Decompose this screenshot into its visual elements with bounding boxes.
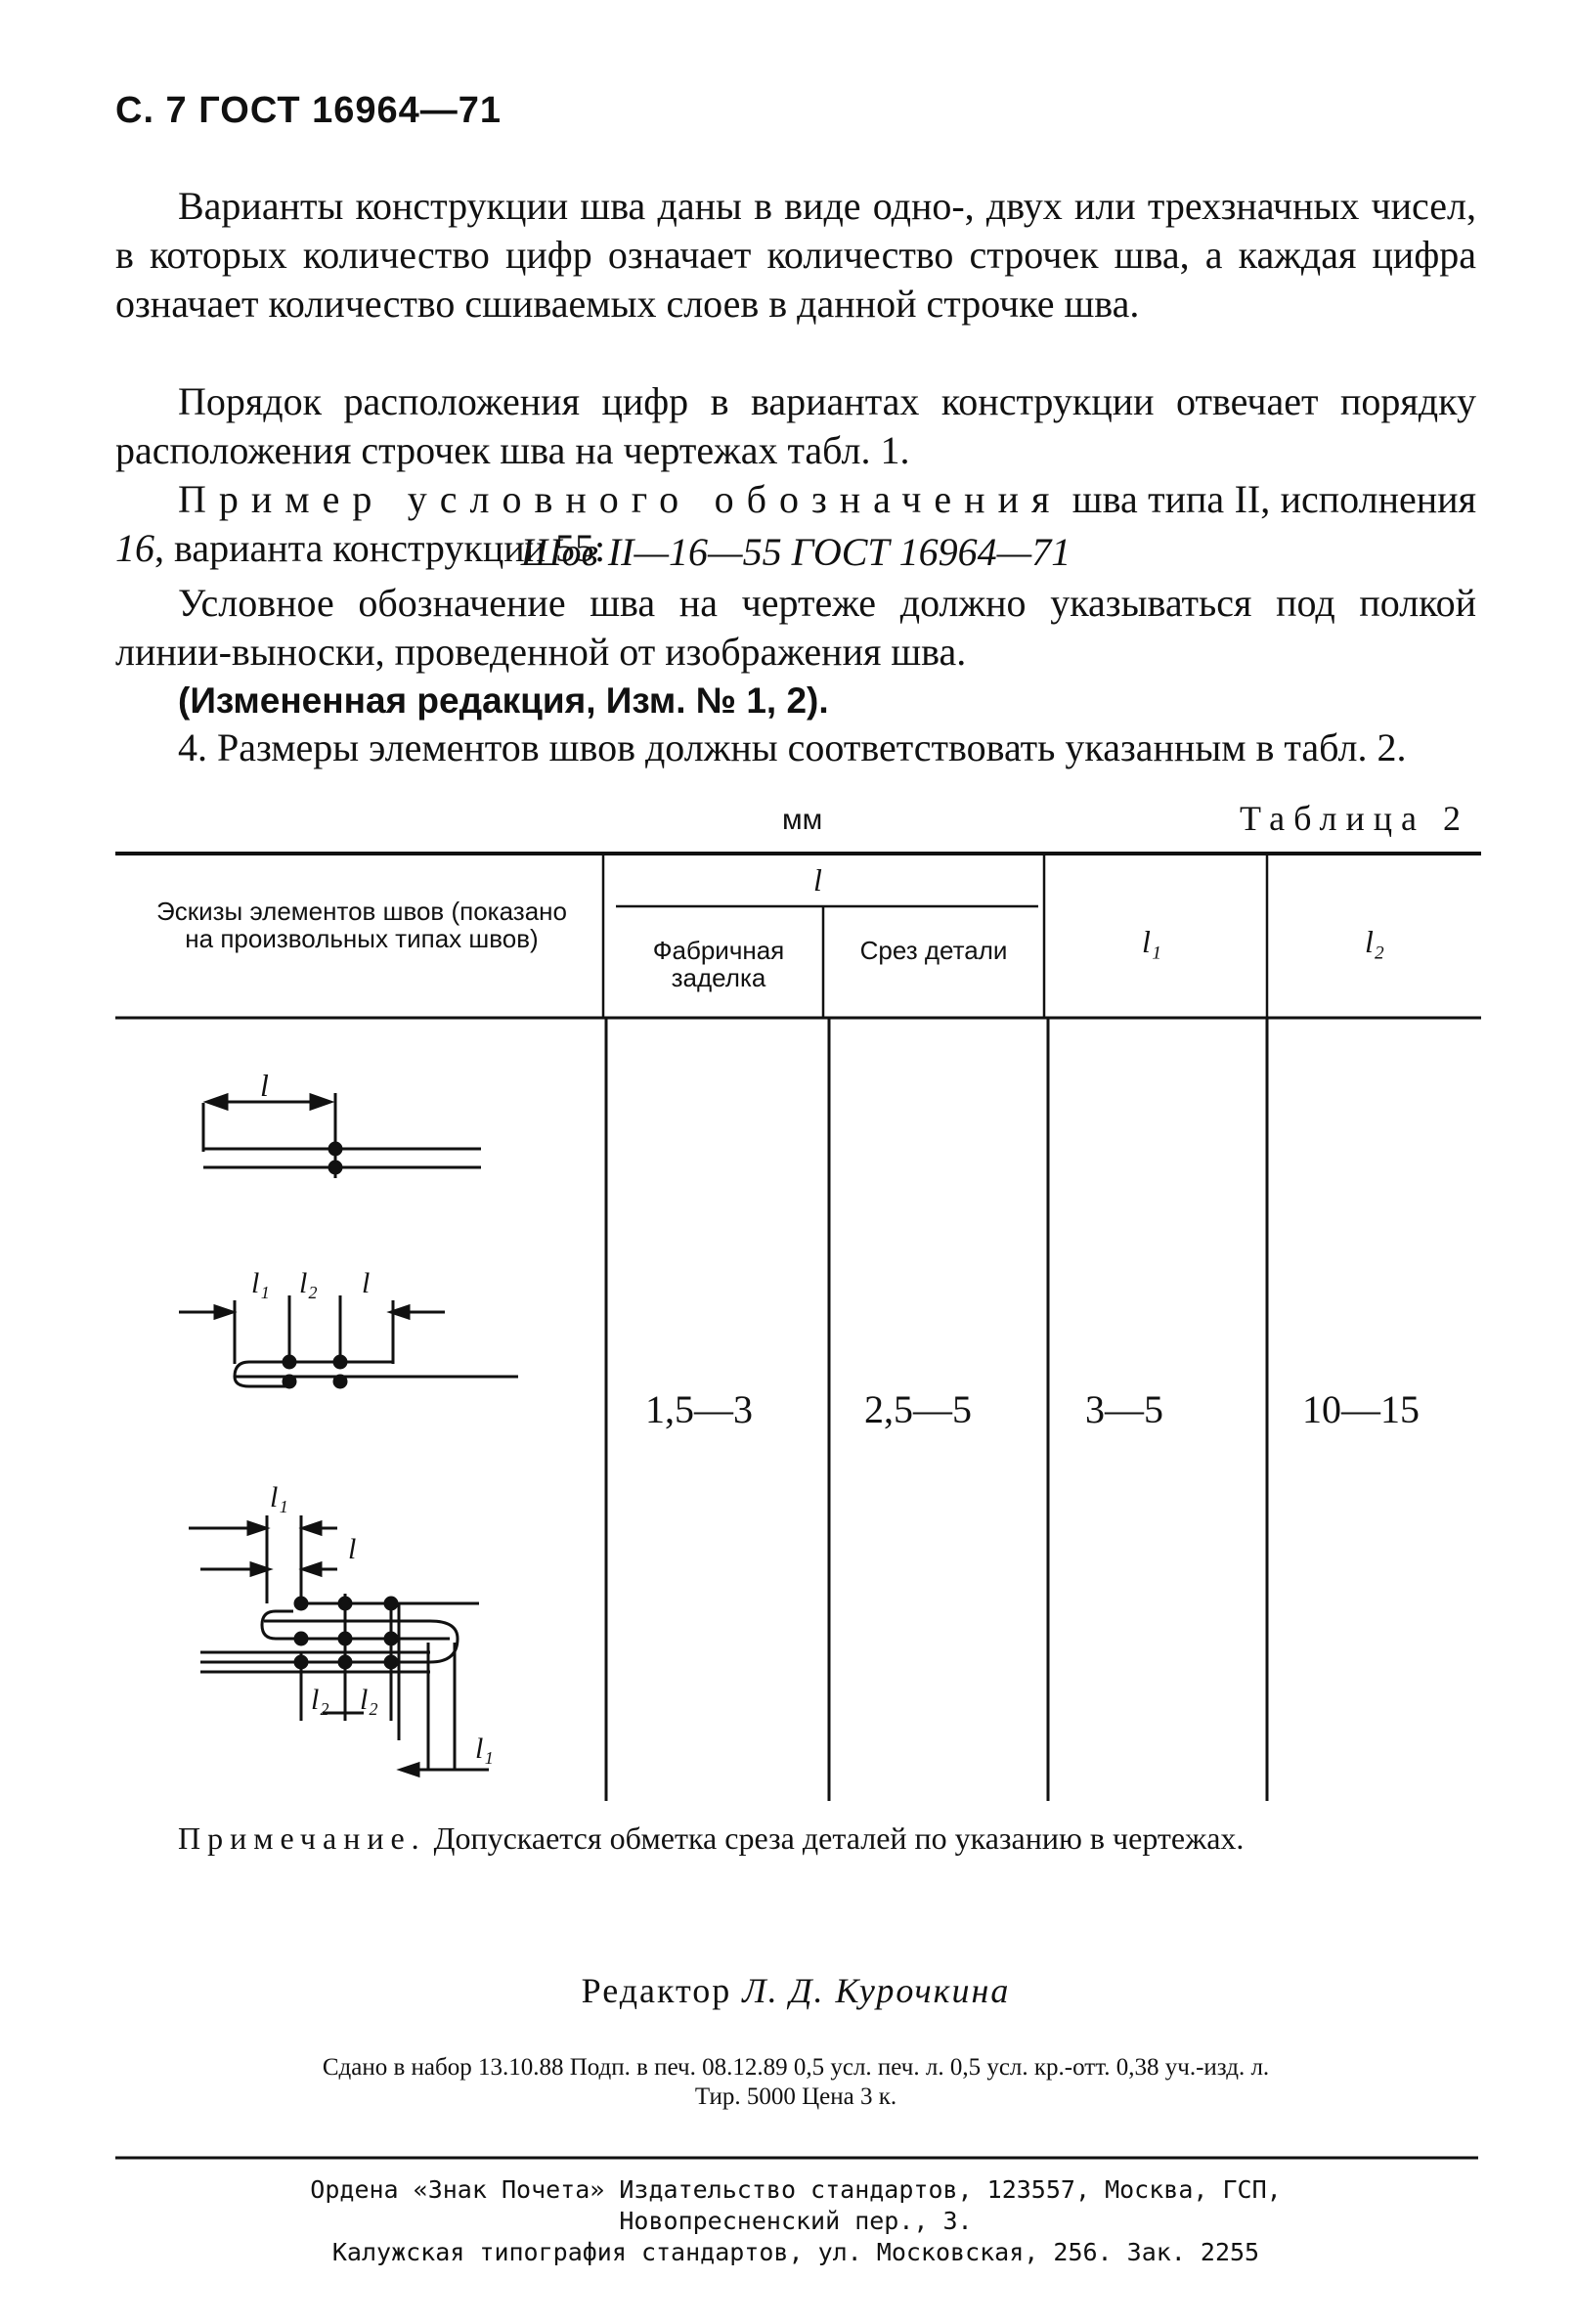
imprint-line-1: Сдано в набор 13.10.88 Подп. в печ. 08.12.89 0,5 усл. печ. л. 0,5 усл. кр.-отт. 0,38 уч.-изд. л. <box>322 2054 1270 2081</box>
publisher-info <box>115 2174 1476 2268</box>
example-end: , варианта конструкции 55: <box>154 526 606 570</box>
value-cut-edge: 2,5—5 <box>864 1387 972 1431</box>
editor-label: Редактор <box>581 1971 743 2010</box>
editor-name: Л. Д. Курочкина <box>742 1971 1011 2010</box>
table-note <box>115 1819 1476 1858</box>
table-col-factory: Фабричная заделка <box>652 936 785 992</box>
sketch-seam-2 <box>179 1295 518 1387</box>
table-col-l1: l₁ <box>1142 924 1162 959</box>
sketch2-label-l: l <box>362 1267 371 1299</box>
imprint-line-2: Тир. 5000 Цена 3 к. <box>694 2083 897 2110</box>
publisher-line-1: Ордена «Знак Почета» Издательство стандартов, 123557, Москва, ГСП, <box>310 2175 1282 2204</box>
example-designation: Шов II—16—55 ГОСТ 16964—71 <box>520 530 1071 574</box>
paragraph-seam-variants: Варианты конструкции шва даны в виде одно-, двух или трехзначных чисел, в которых количество цифр означает количество строчек шва, а каждая цифра означает количество сшиваемых слоев в данной строчке шва. <box>115 184 1476 326</box>
table-col-l2: l₂ <box>1365 924 1385 959</box>
example-text: шва типа II, исполнения <box>1062 477 1476 521</box>
sketch1-label-l: l <box>260 1068 269 1103</box>
example-execution: 16 <box>115 526 154 570</box>
paragraph-digit-order: Порядок расположения цифр в вариантах конструкции отвечает порядку расположения строчек шва на чертежах табл. 1. <box>115 379 1476 472</box>
paragraph-drawing-designation: Условное обозначение шва на чертеже должно указываться под полкой линии-выноски, проведенной от изображения шва. <box>115 581 1476 674</box>
table-col-cut: Срез детали <box>859 936 1008 965</box>
publisher-line-3: Калужская типография стандартов, ул. Московская, 256. Зак. 2255 <box>331 2238 1260 2266</box>
table-caption: Таблица 2 <box>1240 799 1469 838</box>
table-col-l: l <box>813 862 822 898</box>
editor-line <box>115 1970 1476 2011</box>
page-header: С. 7 ГОСТ 16964—71 <box>115 90 503 131</box>
sketch3-label-l: l <box>348 1533 357 1565</box>
sketch2-label-l2: l₂ <box>299 1267 318 1299</box>
paragraph-dimensions: 4. Размеры элементов швов должны соответствовать указанным в табл. 2. <box>178 725 1407 769</box>
imprint <box>115 2053 1476 2112</box>
sketch3-label-l2-a: l₂ <box>311 1684 329 1716</box>
value-factory-finish: 1,5—3 <box>645 1387 753 1431</box>
value-l1: 3—5 <box>1085 1387 1163 1431</box>
sketch-seam-3 <box>189 1515 489 1776</box>
table-unit: мм <box>782 804 823 836</box>
publisher-line-2: Новопресненский пер., 3. <box>619 2207 973 2235</box>
amendment-note: (Измененная редакция, Изм. № 1, 2). <box>178 680 829 721</box>
value-l2: 10—15 <box>1302 1387 1420 1431</box>
example-lead: Пример условного обозначения <box>178 477 1063 521</box>
sketch2-label-l1: l₁ <box>251 1267 270 1299</box>
sketch3-label-l1-top: l₁ <box>270 1481 288 1513</box>
sketch-seam-1 <box>203 1093 481 1178</box>
note-lead: Примечание. <box>178 1820 426 1856</box>
table-col-sketches: Эскизы элементов швов (показано на произвольных типах швов) <box>156 897 567 953</box>
sketch3-label-l1-bottom: l₁ <box>475 1732 494 1765</box>
sketch3-label-l2-b: l₂ <box>360 1684 378 1716</box>
note-text: Допускается обметка среза деталей по указанию в чертежах. <box>425 1820 1245 1856</box>
